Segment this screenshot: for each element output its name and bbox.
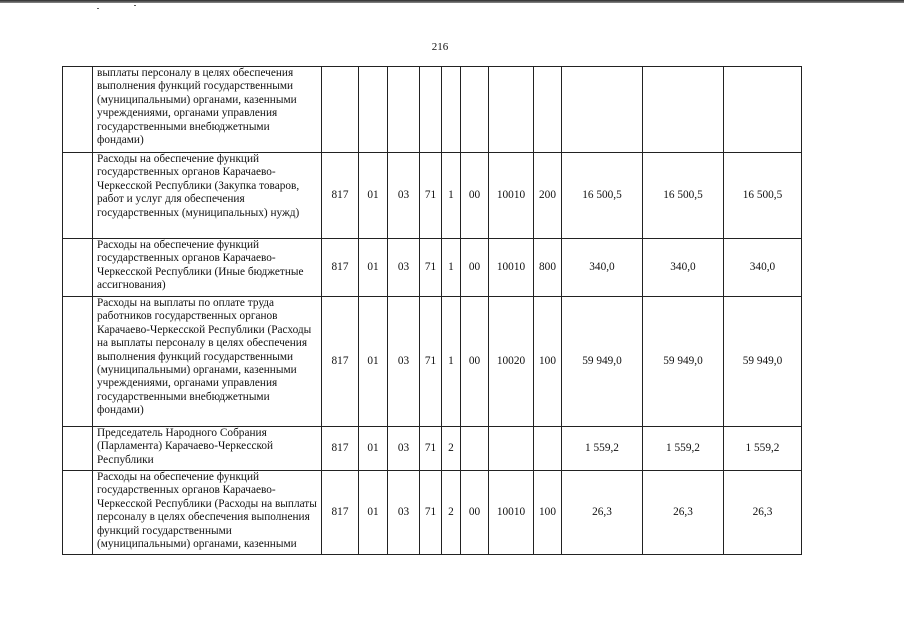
section-cell — [359, 67, 388, 153]
amount-year2-cell: 1 559,2 — [643, 427, 724, 471]
subprogram-cell — [442, 67, 461, 153]
description-cell: Расходы на выплаты по оплате труда работников государственных органов Карачаево-Черкесской Республики (Расходы на выплаты персоналу в целях обеспечения выполнения функций государственными (муниципальными) органами, казенными учреждениями, органами управления государственными внебюджетными фондами) — [93, 297, 322, 427]
expense-kind-cell: 100 — [534, 297, 562, 427]
program-cell — [420, 67, 442, 153]
subsection-cell: 03 — [388, 153, 420, 239]
program-cell: 71 — [420, 153, 442, 239]
program-cell: 71 — [420, 297, 442, 427]
blank-cell — [63, 297, 93, 427]
article-cell: 10020 — [489, 297, 534, 427]
description-cell: Расходы на обеспечение функций государственных органов Карачаево-Черкесской Республики (Иные бюджетные ассигнования) — [93, 239, 322, 297]
table-row — [63, 297, 802, 427]
blank-cell — [63, 427, 93, 471]
admin-code-cell: 817 — [322, 153, 359, 239]
table-row — [63, 471, 802, 555]
expense-kind-cell — [534, 427, 562, 471]
description-cell: выплаты персоналу в целях обеспечения выполнения функций государственными (муниципальными) органами, казенными учреждениями, органами управления государственными внебюджетными фондами) — [93, 67, 322, 153]
section-cell: 01 — [359, 427, 388, 471]
budget-table — [62, 66, 802, 555]
scan-speck — [134, 5, 136, 6]
admin-code-cell — [322, 67, 359, 153]
subsection-cell: 03 — [388, 427, 420, 471]
blank-cell — [63, 471, 93, 555]
subsection-cell: 03 — [388, 471, 420, 555]
expense-kind-cell: 800 — [534, 239, 562, 297]
expense-kind-cell: 200 — [534, 153, 562, 239]
program-cell: 71 — [420, 471, 442, 555]
amount-year2-cell: 340,0 — [643, 239, 724, 297]
amount-year1-cell: 340,0 — [562, 239, 643, 297]
table-row — [63, 67, 802, 153]
article-cell: 10010 — [489, 471, 534, 555]
subprogram-cell: 2 — [442, 471, 461, 555]
program-cell: 71 — [420, 427, 442, 471]
amount-year1-cell: 26,3 — [562, 471, 643, 555]
subsection-cell: 03 — [388, 239, 420, 297]
scan-edge-line — [0, 0, 904, 3]
expense-kind-cell: 100 — [534, 471, 562, 555]
description-cell: Расходы на обеспечение функций государственных органов Карачаево-Черкесской Республики (Закупка товаров, работ и услуг для обеспечения государственных (муниципальных) нужд) — [93, 153, 322, 239]
group-cell — [461, 427, 489, 471]
description-cell: Расходы на обеспечение функций государственных органов Карачаево-Черкесской Республики (Расходы на выплаты персоналу в целях обеспечения выполнения функций государственными (муниципальными) органами, казенными — [93, 471, 322, 555]
amount-year3-cell: 1 559,2 — [724, 427, 802, 471]
amount-year3-cell: 26,3 — [724, 471, 802, 555]
group-cell: 00 — [461, 297, 489, 427]
group-cell: 00 — [461, 153, 489, 239]
section-cell: 01 — [359, 239, 388, 297]
group-cell: 00 — [461, 239, 489, 297]
scan-speck — [97, 8, 99, 9]
section-cell: 01 — [359, 153, 388, 239]
article-cell: 10010 — [489, 153, 534, 239]
group-cell — [461, 67, 489, 153]
amount-year1-cell — [562, 67, 643, 153]
program-cell: 71 — [420, 239, 442, 297]
table-row — [63, 153, 802, 239]
amount-year2-cell: 59 949,0 — [643, 297, 724, 427]
group-cell: 00 — [461, 471, 489, 555]
table-row — [63, 427, 802, 471]
amount-year3-cell: 16 500,5 — [724, 153, 802, 239]
blank-cell — [63, 239, 93, 297]
subsection-cell: 03 — [388, 297, 420, 427]
section-cell: 01 — [359, 297, 388, 427]
blank-cell — [63, 153, 93, 239]
amount-year2-cell — [643, 67, 724, 153]
subprogram-cell: 1 — [442, 239, 461, 297]
admin-code-cell: 817 — [322, 471, 359, 555]
expense-kind-cell — [534, 67, 562, 153]
admin-code-cell: 817 — [322, 427, 359, 471]
amount-year1-cell: 16 500,5 — [562, 153, 643, 239]
subsection-cell — [388, 67, 420, 153]
amount-year1-cell: 59 949,0 — [562, 297, 643, 427]
blank-cell — [63, 67, 93, 153]
amount-year3-cell — [724, 67, 802, 153]
amount-year2-cell: 26,3 — [643, 471, 724, 555]
amount-year1-cell: 1 559,2 — [562, 427, 643, 471]
admin-code-cell: 817 — [322, 239, 359, 297]
article-cell: 10010 — [489, 239, 534, 297]
amount-year3-cell: 340,0 — [724, 239, 802, 297]
description-cell: Председатель Народного Собрания (Парламента) Карачаево-Черкесской Республики — [93, 427, 322, 471]
subprogram-cell: 1 — [442, 297, 461, 427]
section-cell: 01 — [359, 471, 388, 555]
article-cell — [489, 67, 534, 153]
subprogram-cell: 1 — [442, 153, 461, 239]
subprogram-cell: 2 — [442, 427, 461, 471]
article-cell — [489, 427, 534, 471]
table-row — [63, 239, 802, 297]
amount-year2-cell: 16 500,5 — [643, 153, 724, 239]
page-number: 216 — [431, 41, 449, 53]
amount-year3-cell: 59 949,0 — [724, 297, 802, 427]
admin-code-cell: 817 — [322, 297, 359, 427]
